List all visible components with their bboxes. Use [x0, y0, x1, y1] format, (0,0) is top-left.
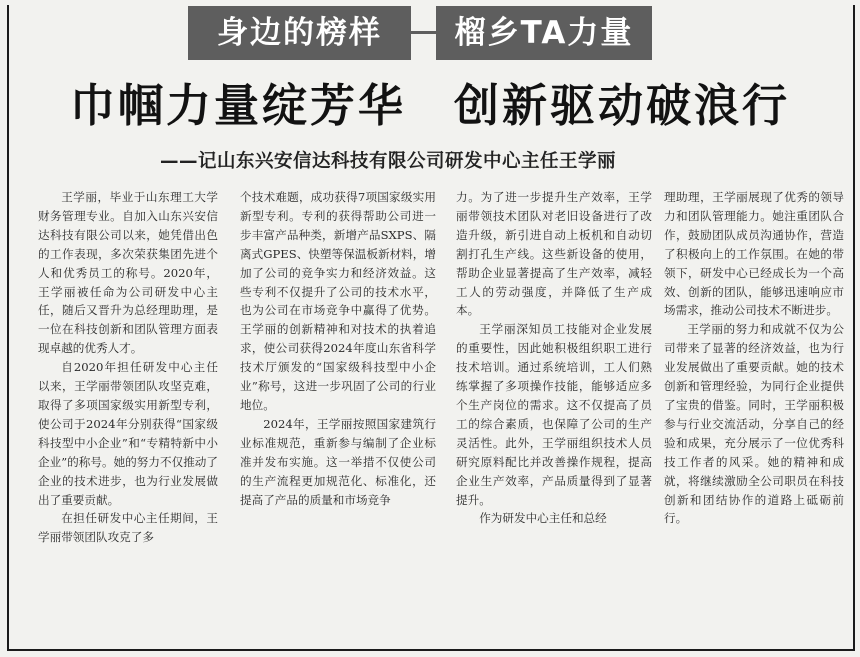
- text-column-2: [240, 188, 436, 638]
- headline: 巾帼力量绽芳华 创新驱动破浪行: [69, 79, 790, 132]
- paragraph: 理助理，王学丽展现了优秀的领导力和团队管理能力。她注重团队合作，鼓励团队成员沟通协作，营造了积极向上的工作氛围。在她的带领下，研发中心已经成长为一个高效、创新的团队，能够迅速响应市场需求，推动公司技术不断进步。: [664, 190, 844, 318]
- text-column-3: [456, 188, 652, 638]
- paragraph: 个技术难题，成功获得7项国家级实用新型专利。专利的获得帮助公司进一步丰富产品种类，新增产品SXPS、隔离式GPES、快塑等保温板新材料，增加了公司的竞争实力和经济效益。这些专利不仅提升了公司的技术水平，也为公司在市场竞争中赢得了优势。王学丽的创新精神和对技术的执着追求，使公司获得2024年度山东省科学技术厅颁发的“国家级科技型中小企业”称号，这进一步巩固了公司的行业地位。: [240, 190, 436, 412]
- section-tag-role-model: 身边的榜样: [188, 6, 411, 60]
- section-tag-hometown-strength: 榴乡TA力量: [436, 6, 652, 60]
- paragraph: 王学丽的努力和成就不仅为公司带来了显著的经济效益，也为行业发展做出了重要贡献。她的技术创新和管理经验，为同行企业提供了宝贵的借鉴。同时，王学丽积极参与行业交流活动，分享自己的经验和成果，充分展示了一位优秀科技工作者的风采。她的精神和成就，将继续激励全公司职员在科技创新和团结协作的道路上砥砺前行。: [664, 322, 844, 526]
- paragraph: 作为研发中心主任和总经: [479, 511, 607, 526]
- column-tags: [0, 6, 860, 60]
- paragraph: 王学丽，毕业于山东理工大学财务管理专业。自加入山东兴安信达科技有限公司以来，她凭借出色的工作表现，多次荣获集团先进个人和优秀员工的称号。2020年，王学丽被任命为公司研发中心主任，随后又晋升为总经理助理，是一位在科技创新和团队管理方面表现卓越的优秀人才。: [38, 190, 218, 356]
- paragraph: 2024年，王学丽按照国家建筑行业标准规范，重新参与编制了企业标准并发布实施。这一举措不仅使公司的生产流程更加规范化、标准化，还提高了产品的质量和市场竞争: [240, 416, 436, 507]
- article-body: [38, 188, 844, 638]
- tag-divider: [411, 31, 436, 34]
- paragraph: 在担任研发中心主任期间，王学丽带领团队攻克了多: [38, 511, 218, 545]
- paragraph: 自2020年担任研发中心主任以来，王学丽带领团队攻坚克难，取得了多项国家级实用新型专利，使公司于2024年分别获得“国家级科技型中小企业”和“专精特新中小企业”的称号。她的努力不仅推动了企业的技术进步，也为行业发展做出了重要贡献。: [38, 360, 218, 507]
- paragraph: 力。为了进一步提升生产效率，王学丽带领技术团队对老旧设备进行了改造升级，新引进自动上板机和自动切割打孔生产线。这些新设备的使用，帮助企业显著提高了生产效率，减轻工人的劳动强度，并降低了生产成本。: [456, 190, 652, 318]
- text-column-4: [664, 188, 844, 638]
- text-column-1: [38, 188, 218, 638]
- subheadline: ——记山东兴安信达科技有限公司研发中心主任王学丽: [160, 151, 617, 172]
- paragraph: 王学丽深知员工技能对企业发展的重要性，因此她积极组织职工进行技术培训。通过系统培训，工人们熟练掌握了多项操作技能，能够适应多个生产岗位的需求。这不仅提高了员工的综合素质，也保障了公司的生产灵活性。此外，王学丽组织技术人员研究原料配比并改善操作规程，提高企业生产效率，产品质量得到了显著提升。: [456, 322, 652, 507]
